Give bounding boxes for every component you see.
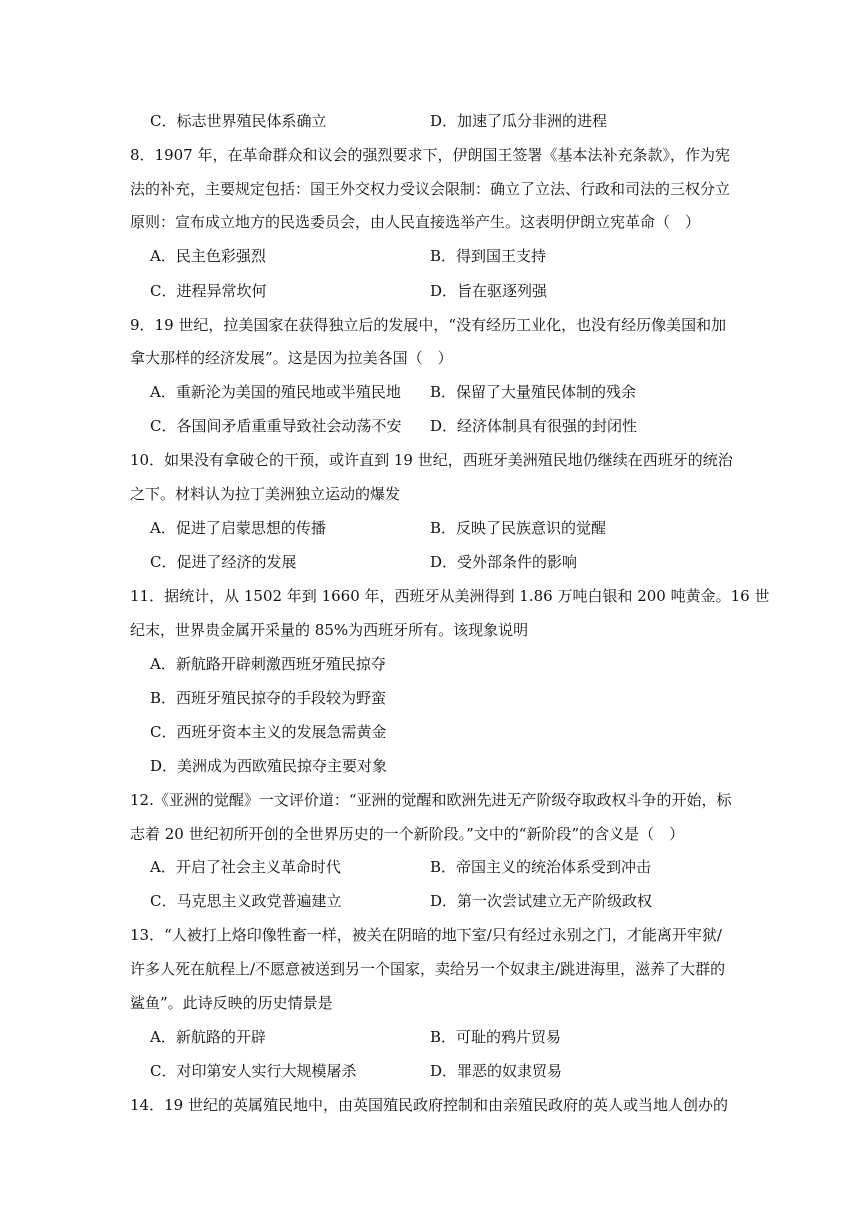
q8-option-d[interactable]: D．旨在驱逐列强: [430, 282, 548, 300]
q13-stem-line-3: 鲨鱼”。此诗反映的历史情景是: [130, 994, 333, 1012]
q8-option-a[interactable]: A．民主色彩强烈: [150, 247, 266, 265]
q10-option-d[interactable]: D．受外部条件的影响: [430, 553, 578, 571]
q10-option-a[interactable]: A．促进了启蒙思想的传播: [150, 519, 326, 537]
q9-option-a[interactable]: A．重新沦为美国的殖民地或半殖民地: [150, 383, 401, 401]
q7-option-c[interactable]: C．标志世界殖民体系确立: [150, 112, 327, 130]
q12-stem-line-2: 志着 20 世纪初所开创的全世界历史的一个新阶段。”文中的“新阶段”的含义是（ ）: [130, 825, 685, 843]
q10-option-c[interactable]: C．促进了经济的发展: [150, 553, 297, 571]
q12-option-a[interactable]: A．开启了社会主义革命时代: [150, 858, 341, 876]
q9-option-b[interactable]: B．保留了大量殖民体制的残余: [430, 383, 637, 401]
q12-option-b[interactable]: B．帝国主义的统治体系受到冲击: [430, 858, 652, 876]
q7-option-d[interactable]: D．加速了瓜分非洲的进程: [430, 112, 608, 130]
q13-stem-line-2: 许多人死在航程上/不愿意被送到另一个国家，卖给另一个奴隶主/跳进海里，滋养了大群的: [130, 960, 726, 978]
q8-option-c[interactable]: C．进程异常坎何: [150, 282, 267, 300]
q12-option-c[interactable]: C．马克思主义政党普遍建立: [150, 892, 342, 910]
q13-stem-line-1: 13．“人被打上烙印像牲畜一样，被关在阴暗的地下室/只有经过永别之门，才能离开牢狱/: [130, 926, 722, 944]
q12-option-d[interactable]: D．第一次尝试建立无产阶级政权: [430, 892, 653, 910]
q14-stem-line-1: 14．19 世纪的英属殖民地中，由英国殖民政府控制和由亲殖民政府的英人或当地人创办的: [130, 1096, 728, 1114]
q11-option-d[interactable]: D．美洲成为西欧殖民掠夺主要对象: [150, 757, 388, 775]
q11-option-a[interactable]: A．新航路开辟刺激西班牙殖民掠夺: [150, 655, 386, 673]
q9-option-c[interactable]: C．各国间矛盾重重导致社会动荡不安: [150, 417, 402, 435]
q13-option-b[interactable]: B．可耻的鸦片贸易: [430, 1028, 562, 1046]
q9-stem-line-2: 拿大那样的经济发展”。这是因为拉美各国（ ）: [130, 349, 453, 367]
q10-option-b[interactable]: B．反映了民族意识的觉醒: [430, 519, 607, 537]
q11-option-c[interactable]: C．西班牙资本主义的发展急需黄金: [150, 723, 387, 741]
q13-option-a[interactable]: A．新航路的开辟: [150, 1028, 266, 1046]
q8-option-b[interactable]: B．得到国王支持: [430, 247, 547, 265]
q12-stem-line-1: 12.《亚洲的觉醒》一文评价道：“亚洲的觉醒和欧洲先进无产阶级夺取政权斗争的开始，标: [130, 791, 732, 809]
q8-stem-line-1: 8．1907 年，在革命群众和议会的强烈要求下，伊朗国王签署《基本法补充条款》，作为宪: [130, 146, 730, 164]
q8-stem-line-2: 法的补充，主要规定包括：国王外交权力受议会限制：确立了立法、行政和司法的三权分立: [130, 180, 731, 198]
q10-stem-line-2: 之下。材料认为拉丁美洲独立运动的爆发: [130, 485, 401, 503]
q13-option-c[interactable]: C．对印第安人实行大规模屠杀: [150, 1062, 357, 1080]
q9-stem-line-1: 9．19 世纪，拉美国家在获得独立后的发展中，“没有经历工业化，也没有经历像美国和加: [130, 316, 727, 334]
q11-stem-line-1: 11．据统计，从 1502 年到 1660 年，西班牙从美洲得到 1.86 万吨白银和 200 吨黄金。16 世: [130, 587, 770, 605]
q10-stem-line-1: 10．如果没有拿破仑的干预，或许直到 19 世纪，西班牙美洲殖民地仍继续在西班牙的统治: [130, 451, 733, 469]
q11-option-b[interactable]: B．西班牙殖民掠夺的手段较为野蛮: [150, 689, 387, 707]
q13-option-d[interactable]: D．罪恶的奴隶贸易: [430, 1062, 563, 1080]
q11-stem-line-2: 纪末，世界贵金属开采量的 85%为西班牙所有。该现象说明: [130, 621, 529, 639]
q8-stem-line-3: 原则：宣布成立地方的民选委员会，由人民直接选举产生。这表明伊朗立宪革命（ ）: [130, 213, 701, 231]
q9-option-d[interactable]: D．经济体制具有很强的封闭性: [430, 417, 638, 435]
